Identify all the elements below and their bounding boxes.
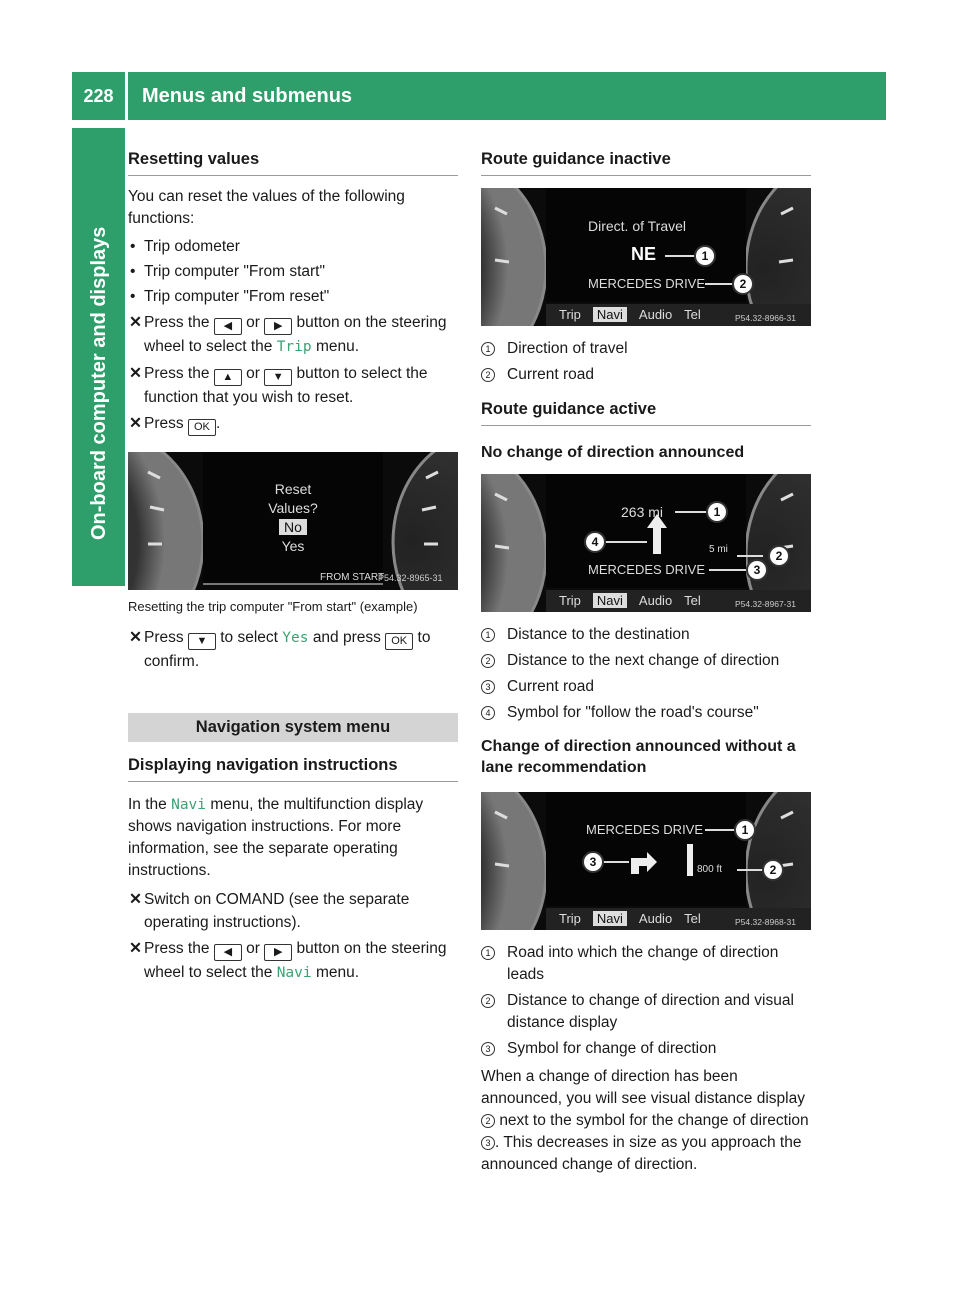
callout-number: 2 [481, 368, 495, 382]
callout-number: 1 [713, 505, 721, 519]
screen-menu-item-selected: Navi [593, 911, 627, 926]
step-text: menu. [315, 338, 360, 355]
instrument-cluster-graphic [481, 792, 811, 930]
screen-menu-item: Audio [638, 593, 673, 608]
image-code: P54.32-8968-31 [735, 917, 796, 927]
screen-next-distance: 5 mi [709, 544, 728, 555]
screen-heading: NE [631, 244, 657, 264]
screen-menu-item: Audio [638, 911, 673, 926]
change-display-image [481, 792, 811, 930]
screen-menu-item: Trip [559, 307, 581, 322]
legend-item: 3 Current road [481, 676, 811, 698]
left-key-icon: ◀ [214, 318, 242, 335]
legend-item: 1 Road into which the change of direction leads [481, 942, 811, 986]
up-key-icon: ▲ [214, 369, 242, 386]
left-column [128, 150, 458, 985]
callout-number: 1 [481, 946, 495, 960]
reset-item: • Trip computer "From start" [128, 261, 458, 283]
legend-item: 2 Distance to change of direction and visual distance display [481, 990, 811, 1034]
inactive-display-image [481, 188, 811, 326]
nav-paragraph: In the Navi menu, the multifunction display shows navigation instructions. For more information, see the separate operating instructions. [128, 796, 424, 879]
screen-menu-item: Trip [559, 911, 581, 926]
callout-number: 4 [481, 706, 495, 720]
screen-road: MERCEDES DRIVE [588, 276, 706, 291]
image-caption: Resetting the trip computer "From start" (example) [128, 599, 418, 614]
reset-item: • Trip odometer [128, 236, 458, 258]
right-key-icon: ▶ [264, 944, 292, 961]
change-heading: Change of direction announced without a lane recommendation [481, 738, 796, 776]
step-text: Press [144, 415, 184, 432]
screen-menu-item-selected: Navi [593, 307, 627, 322]
callout-number: 3 [481, 680, 495, 694]
reset-step-2 [128, 362, 458, 409]
no-change-heading: No change of direction announced [481, 444, 745, 461]
callout-number: 3 [589, 855, 597, 869]
page-number: 228 [83, 85, 114, 106]
inactive-heading: Route guidance inactive [481, 150, 811, 176]
step-marker-icon: ✕ [129, 415, 142, 432]
callout-number: 3 [481, 1042, 495, 1056]
step-text: . [215, 415, 221, 432]
reset-step-1 [128, 311, 458, 359]
step-text: or [246, 314, 260, 331]
ok-key-icon: OK [188, 419, 216, 436]
step-text: or [246, 940, 260, 957]
legend-item: 2 Distance to the next change of direction [481, 650, 811, 672]
screen-road: MERCEDES DRIVE [588, 562, 706, 577]
step-text: Press [144, 629, 184, 646]
screen-line-selected: No [128, 518, 458, 537]
step-marker-icon: ✕ [129, 891, 142, 908]
page-title: Menus and submenus [128, 72, 886, 120]
callout-number: 1 [741, 823, 749, 837]
screen-line: Reset [274, 481, 312, 497]
instrument-cluster-graphic [481, 474, 811, 612]
screen-menu-bar [559, 593, 701, 608]
display-text-trip: Trip [276, 339, 312, 355]
step-text: button to select the function that you wish to reset. [144, 365, 428, 406]
reset-intro: You can reset the values of the following functions: [128, 188, 405, 227]
screen-line: Yes [281, 538, 305, 554]
confirm-step [128, 626, 458, 673]
active-heading: Route guidance active [481, 400, 811, 426]
screen-menu-item: Audio [638, 307, 673, 322]
nav-step-2 [128, 937, 458, 985]
legend-item: 1 Direction of travel [481, 338, 811, 360]
down-key-icon: ▼ [264, 369, 292, 386]
step-text: to confirm. [144, 629, 431, 670]
screen-distance: 263 mi [621, 504, 664, 520]
callout-number: 4 [591, 535, 599, 549]
step-text: and press [312, 629, 381, 646]
step-marker-icon: ✕ [129, 365, 142, 382]
reset-heading: Resetting values [128, 150, 458, 176]
step-text: Switch on COMAND (see the separate operating instructions). [144, 891, 410, 931]
screen-line: Values? [268, 500, 318, 516]
image-code: P54.32-8966-31 [735, 313, 796, 323]
image-code: P54.32-8967-31 [735, 599, 796, 609]
ok-key-icon: OK [385, 633, 413, 650]
step-text: Press the [144, 314, 210, 331]
nav-instructions-heading: Displaying navigation instructions [128, 756, 458, 782]
screen-line: Direct. of Travel [588, 218, 687, 234]
nav-menu-heading: Navigation system menu [128, 713, 458, 742]
callout-number: 3 [481, 1136, 495, 1150]
screen-distance: 800 ft [697, 864, 723, 875]
screen-menu-bar [559, 911, 701, 926]
step-text: or [246, 365, 260, 382]
step-marker-icon: ✕ [129, 314, 142, 331]
screen-menu-item-selected: Navi [593, 593, 627, 608]
screen-road: MERCEDES DRIVE [586, 822, 704, 837]
callout-number: 1 [481, 342, 495, 356]
callout-number: 2 [481, 654, 495, 668]
right-column [481, 150, 811, 1176]
screen-menu-item: Tel [684, 911, 701, 926]
callout-number: 2 [481, 994, 495, 1008]
step-marker-icon: ✕ [129, 629, 142, 646]
final-paragraph: When a change of direction has been announced, you will see visual distance display 2 next to the symbol for the change of direction 3 . This decreases in size as you approach the announced change of direction. [481, 1068, 809, 1173]
step-text: Press the [144, 365, 210, 382]
screen-footer: FROM START [320, 572, 385, 583]
callout-number: 3 [753, 563, 761, 577]
no-change-display-image [481, 474, 811, 612]
callout-number: 2 [739, 277, 747, 291]
screen-menu-item: Tel [684, 307, 701, 322]
reset-display-image [128, 452, 458, 590]
screen-menu-item: Trip [559, 593, 581, 608]
display-text-navi: Navi [171, 797, 207, 813]
display-text-yes: Yes [282, 630, 309, 646]
callout-number: 1 [701, 249, 709, 263]
nav-step-1 [128, 888, 458, 934]
down-key-icon: ▼ [188, 633, 216, 650]
side-tab-label: On-board computer and displays [87, 226, 110, 540]
legend-item: 3 Symbol for change of direction [481, 1038, 811, 1060]
right-key-icon: ▶ [264, 318, 292, 335]
reset-item: • Trip computer "From reset" [128, 286, 458, 308]
step-text: button on the steering wheel to select the [144, 314, 447, 355]
left-key-icon: ◀ [214, 944, 242, 961]
screen-menu-bar [559, 307, 701, 322]
legend-item: 4 Symbol for "follow the road's course" [481, 702, 811, 724]
step-text: menu. [315, 964, 360, 981]
step-text: to select [220, 629, 278, 646]
legend-item: 1 Distance to the destination [481, 624, 811, 646]
legend-item: 2 Current road [481, 364, 811, 386]
callout-number: 2 [775, 549, 783, 563]
reset-step-3 [128, 412, 458, 436]
display-text-navi: Navi [276, 965, 312, 981]
screen-menu-item: Tel [684, 593, 701, 608]
callout-number: 1 [481, 628, 495, 642]
step-marker-icon: ✕ [129, 940, 142, 957]
step-text: button on the steering wheel to select the [144, 940, 447, 981]
step-text: Press the [144, 940, 210, 957]
callout-number: 2 [769, 863, 777, 877]
callout-number: 2 [481, 1114, 495, 1128]
image-code: P54.32-8965-31 [378, 573, 443, 583]
distance-bar [687, 844, 693, 876]
